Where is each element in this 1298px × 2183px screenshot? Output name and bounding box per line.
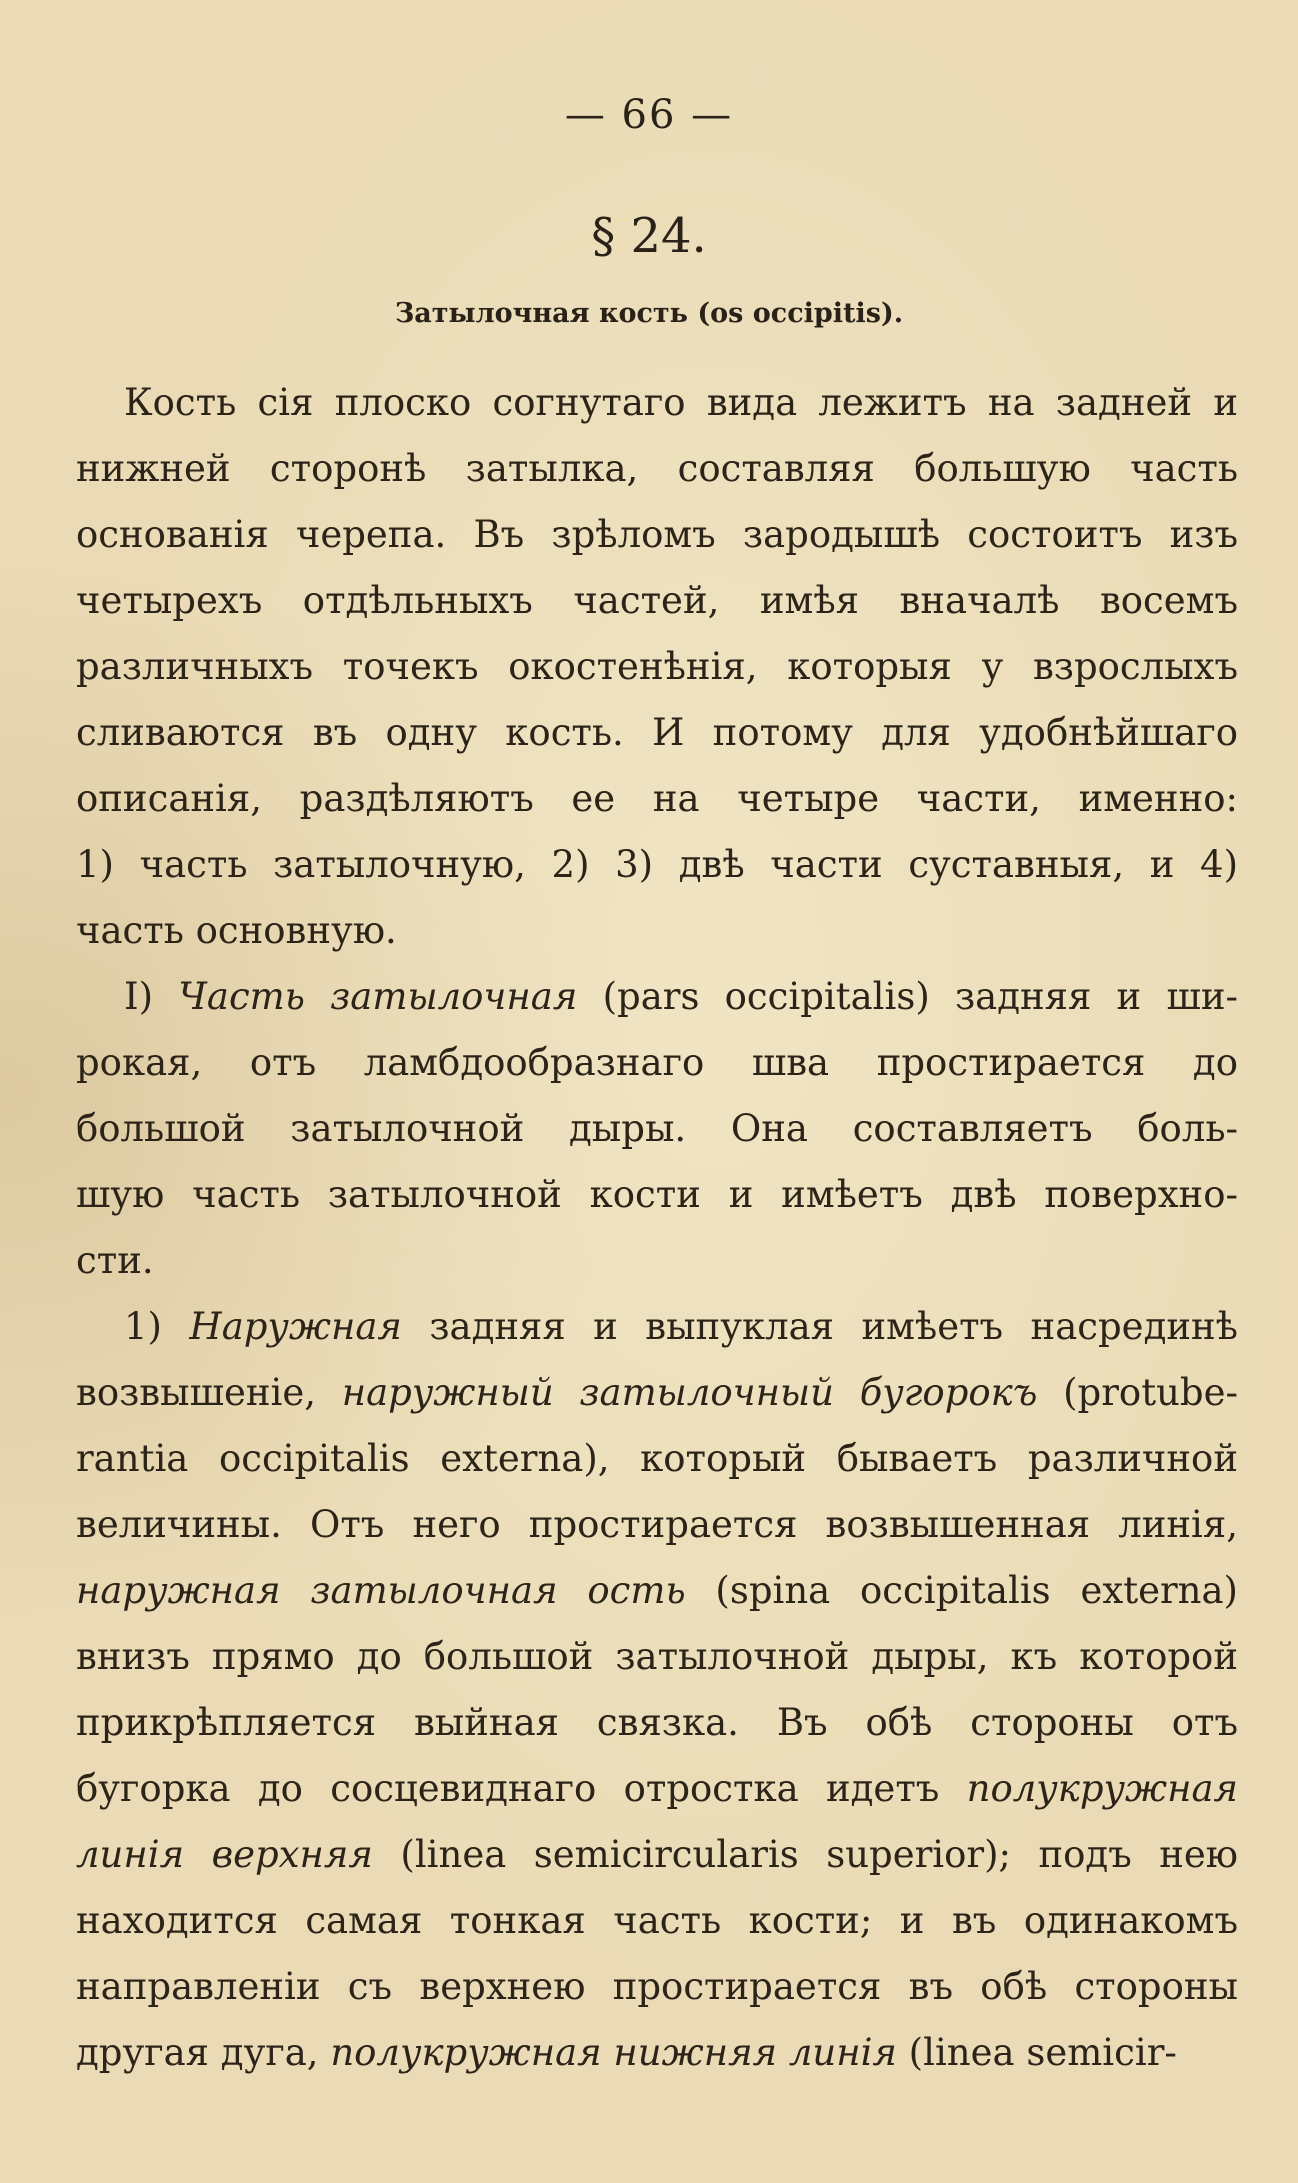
text-segment: 1) <box>124 1305 190 1348</box>
text-line <box>76 1558 1238 1624</box>
italic-term: наружная затылочная ость <box>76 1569 686 1612</box>
text-line: четырехъ отдѣльныхъ частей, имѣя вначалѣ восемъ <box>76 579 1238 622</box>
italic-term: полукружная <box>966 1767 1238 1810</box>
text-line <box>76 2020 1238 2086</box>
text-segment: (linea semicircularis superior); подъ нею <box>372 1833 1238 1876</box>
text-line <box>76 1294 1238 1360</box>
text-line: сливаются въ одну кость. И потому для удобнѣйшаго <box>76 711 1238 754</box>
text-line: находится самая тонкая часть кости; и въ одинакомъ <box>76 1899 1238 1942</box>
text-line: 1) часть затылочную, 2) 3) двѣ части суставныя, и 4) <box>76 843 1238 886</box>
text-line: величины. Отъ него простирается возвышенная линія, <box>76 1503 1238 1546</box>
section-title: Затылочная кость (os occipitis). <box>394 298 904 329</box>
paragraph-1 <box>76 370 1238 964</box>
text-line: часть основную. <box>76 909 397 952</box>
text-line: прикрѣпляется выйная связка. Въ обѣ стороны отъ <box>76 1701 1238 1744</box>
text-line: основанія черепа. Въ зрѣломъ зародышѣ состоитъ изъ <box>76 513 1238 556</box>
text-segment: (linea semicir- <box>896 2031 1177 2074</box>
paragraph-2 <box>76 964 1238 1294</box>
text-segment: (spina occipitalis externa) <box>685 1569 1238 1612</box>
text-line: большой затылочной дыры. Она составляетъ боль- <box>76 1107 1238 1150</box>
italic-term: Наружная <box>189 1305 402 1348</box>
text-line <box>76 964 1238 1030</box>
paragraph-3 <box>76 1294 1238 2086</box>
text-line <box>76 1360 1238 1426</box>
text-segment: I) <box>124 975 179 1018</box>
text-line <box>76 1822 1238 1888</box>
italic-term: наружный затылочный бугорокъ <box>341 1371 1038 1414</box>
text-line: нижней сторонѣ затылка, составляя большую часть <box>76 447 1238 490</box>
text-line: Кость сія плоско согнутаго вида лежитъ на задней и <box>124 381 1238 424</box>
text-line: rantia occipitalis externa), который бываетъ различной <box>76 1437 1238 1480</box>
text-segment: бугорка до сосцевиднаго отростка идетъ <box>76 1767 967 1810</box>
text-segment: задняя и выпуклая имѣетъ насрединѣ <box>401 1305 1238 1348</box>
text-segment: возвышеніе, <box>76 1371 342 1414</box>
section-number: § 24. <box>591 208 707 264</box>
text-line: направленіи съ верхнею простирается въ обѣ стороны <box>76 1965 1238 2008</box>
italic-term: Часть затылочная <box>178 975 578 1018</box>
text-line: внизъ прямо до большой затылочной дыры, къ которой <box>76 1635 1238 1678</box>
text-line: сти. <box>76 1239 154 1282</box>
page-number: — 66 — <box>564 92 734 138</box>
italic-term: линія верхняя <box>76 1833 373 1876</box>
text-line: рокая, отъ ламбдообразнаго шва простирается до <box>76 1041 1238 1084</box>
text-line <box>76 1756 1238 1822</box>
text-segment: (protube- <box>1037 1371 1238 1414</box>
text-line: шую часть затылочной кости и имѣетъ двѣ поверхно- <box>76 1173 1238 1216</box>
text-line: описанія, раздѣляютъ ее на четыре части, именно: <box>76 777 1238 820</box>
italic-term: полукружная нижняя линія <box>330 2031 897 2074</box>
text-line: различныхъ точекъ окостенѣнія, которыя у взрослыхъ <box>76 645 1238 688</box>
text-segment: (pars occipitalis) задняя и ши- <box>577 975 1239 1018</box>
text-segment: другая дуга, <box>76 2031 331 2074</box>
